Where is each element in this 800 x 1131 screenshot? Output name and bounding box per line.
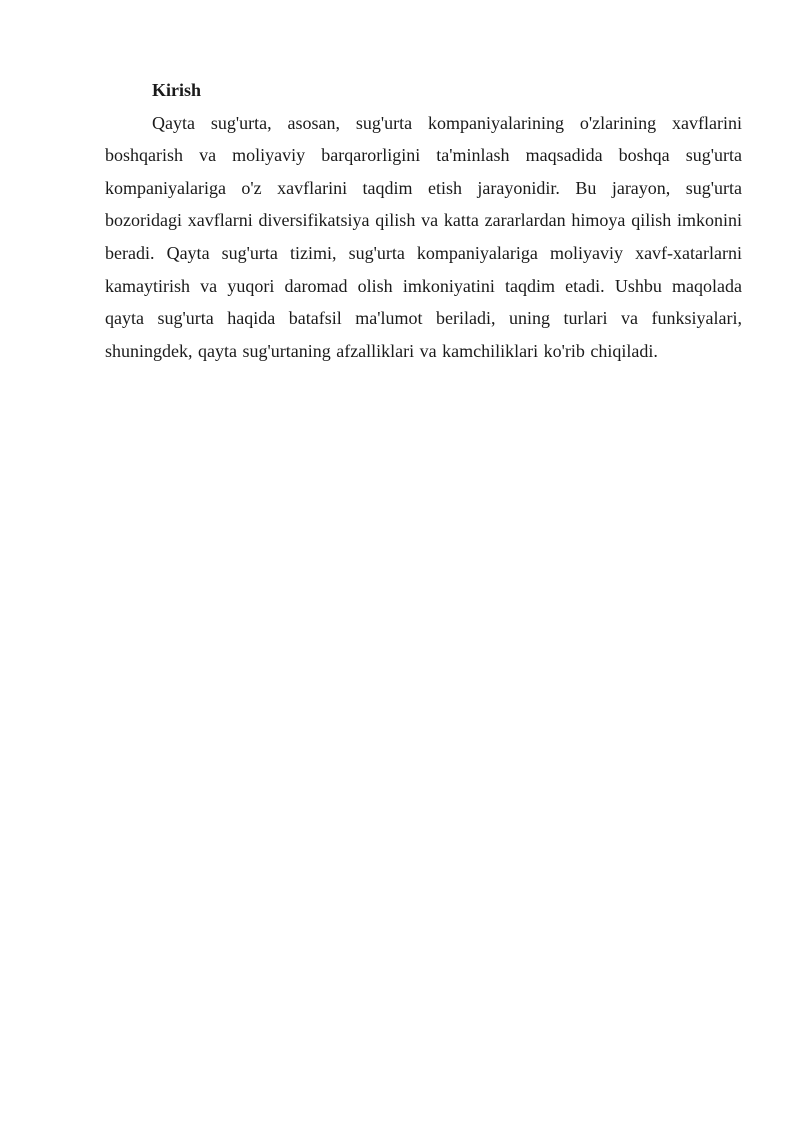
intro-paragraph: Qayta sug'urta, asosan, sug'urta kompaniyalarining o'zlarining xavflarini boshqarish va moliyaviy barqarorligini ta'minlash maqsadida boshqa sug'urta kompaniyalariga o'z xavflarini taqdim etish jarayonidir. Bu jarayon, sug'urta bozoridagi xavflarni diversifikatsiya qilish va katta zararlardan himoya qilish imkonini beradi. Qayta sug'urta tizimi, sug'urta kompaniyalariga moliyaviy xavf-xatarlarni kamaytirish va yuqori daromad olish imkoniyatini taqdim etadi. Ushbu maqolada qayta sug'urta haqida batafsil ma'lumot beriladi, uning turlari va funksiyalari, shuningdek, qayta sug'urtaning afzalliklari va kamchiliklari ko'rib chiqiladi. <box>105 112 742 361</box>
document-body <box>105 74 742 367</box>
section-heading: Kirish <box>152 80 202 100</box>
